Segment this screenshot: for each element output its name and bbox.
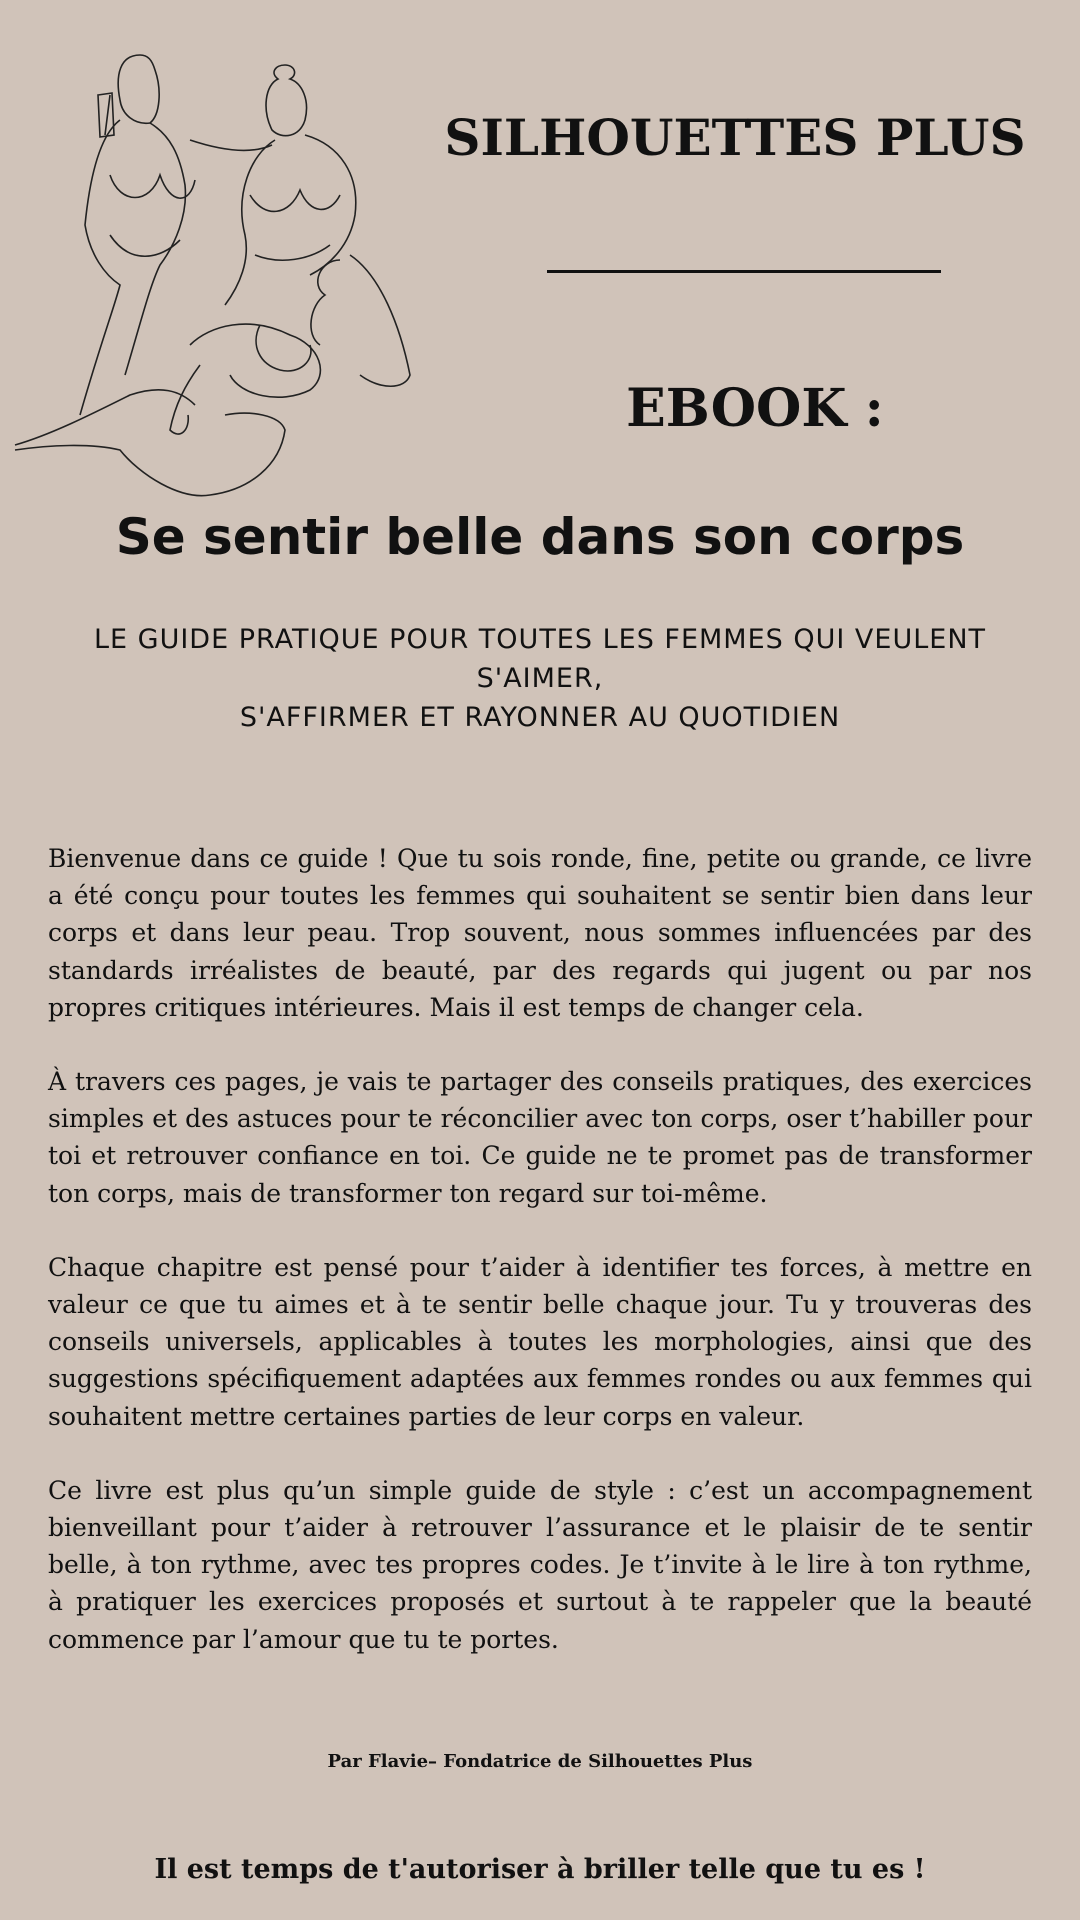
subtitle <box>90 620 990 737</box>
subtitle-line-2: S'AFFIRMER ET RAYONNER AU QUOTIDIEN <box>239 702 841 733</box>
ebook-label: EBOOK : <box>626 378 884 439</box>
paragraph: Chaque chapitre est pensé pour t’aider à identifier tes forces, à mettre en valeur ce que tu aimes et à te sentir belle chaque jour. Tu y trouveras des conseils universels, applicables à toutes les morphologies, ainsi que des suggestions spécifiquement adaptées aux femmes rondes ou aux femmes qui souhaitent mettre certaines parties de leur corps en valeur. <box>48 1252 1032 1431</box>
women-line-art-illustration <box>10 45 430 505</box>
closing-tagline: Il est temps de t'autoriser à briller telle que tu es ! <box>154 1854 926 1885</box>
author-credit: Par Flavie– Fondatrice de Silhouettes Plus <box>327 1751 753 1772</box>
book-title: Se sentir belle dans son corps <box>115 508 965 566</box>
paragraph: Bienvenue dans ce guide ! Que tu sois ronde, fine, petite ou grande, ce livre a été conçu pour toutes les femmes qui souhaitent se sentir bien dans leur corps et dans leur peau. Trop souvent, nous sommes influencées par des standards irréalistes de beauté, par des regards qui jugent ou par nos propres critiques intérieures. Mais il est temps de changer cela. <box>48 844 1032 1022</box>
subtitle-line-1: LE GUIDE PRATIQUE POUR TOUTES LES FEMMES QUI VEULENT S'AIMER, <box>93 624 987 694</box>
brand-title: SILHOUETTES PLUS <box>444 108 1026 167</box>
paragraph: À travers ces pages, je vais te partager des conseils pratiques, des exercices simples et des astuces pour te réconcilier avec ton corps, oser t’habiller pour toi et retrouver confiance en toi. Ce guide ne te promet pas de transformer ton corps, mais de transformer ton regard sur toi-même. <box>48 1067 1032 1208</box>
paragraph: Ce livre est plus qu’un simple guide de style : c’est un accompagnement bienveillant pour t’aider à retrouver l’assurance et le plaisir de te sentir belle, à ton rythme, avec tes propres codes. Je t’invite à le lire à ton rythme, à pratiquer les exercices proposés et surtout à te rappeler que la beauté commence par l’amour que tu te portes. <box>48 1475 1032 1654</box>
intro-text <box>48 840 1032 1695</box>
title-divider <box>547 270 941 273</box>
